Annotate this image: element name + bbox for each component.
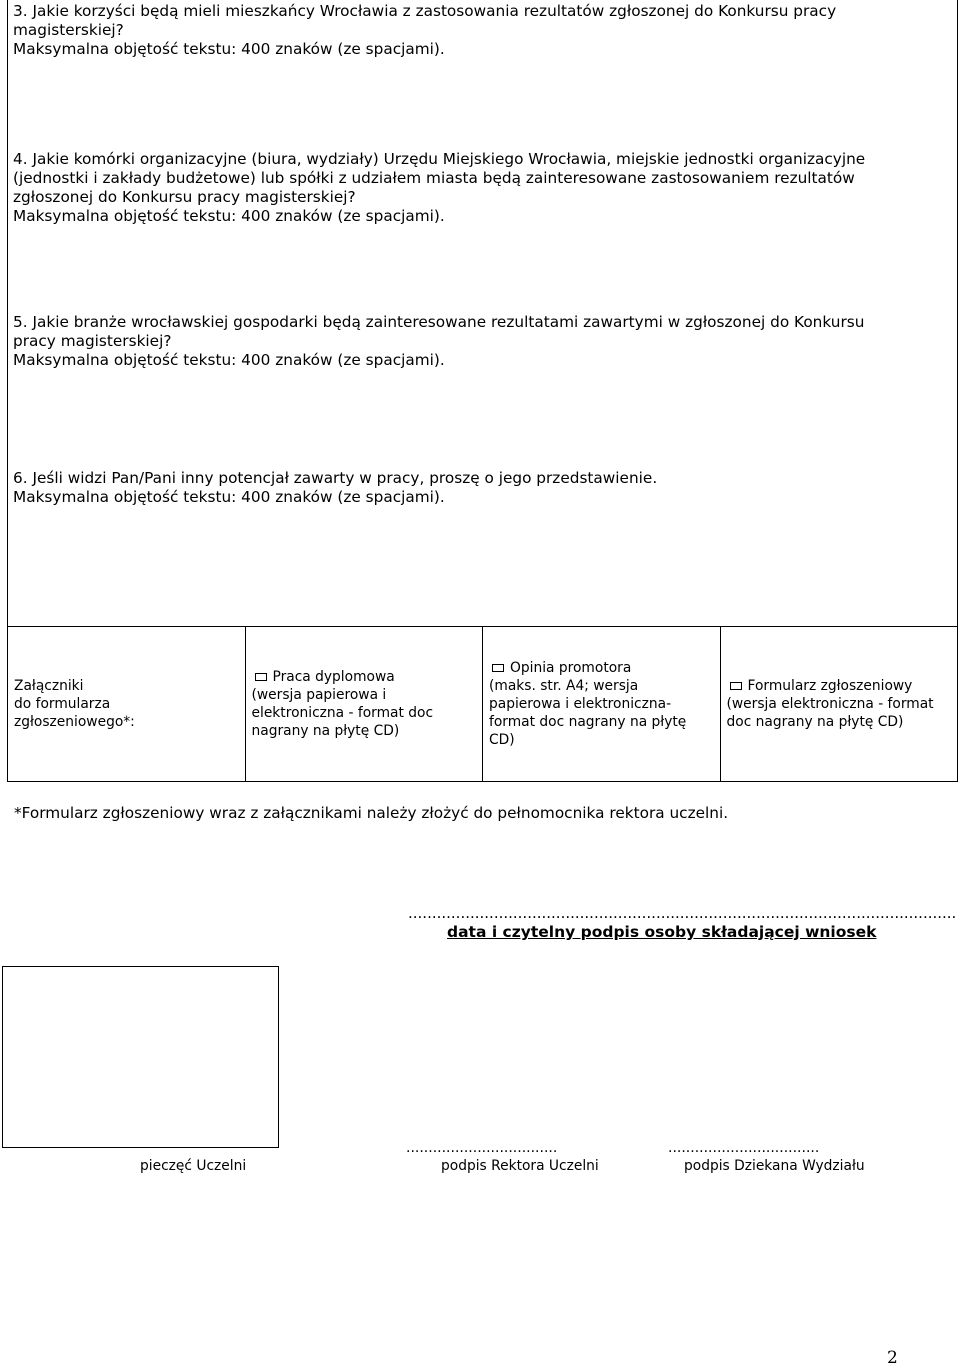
question-4-line: zgłoszonej do Konkursu pracy magisterskiej? bbox=[13, 188, 356, 206]
attachment-option-desc: doc nagrany na płytę CD) bbox=[726, 714, 904, 730]
attachment-option-desc: CD) bbox=[489, 732, 515, 748]
question-4-limit: Maksymalna objętość tekstu: 400 znaków (ze spacjami). bbox=[13, 207, 445, 225]
rector-signature-label: podpis Rektora Uczelni bbox=[441, 1158, 599, 1174]
signature-dotted-line: ................................................................................................................... bbox=[408, 904, 957, 922]
submission-note: *Formularz zgłoszeniowy wraz z załącznikami należy złożyć do pełnomocnika rektora uczelni. bbox=[14, 804, 729, 822]
question-5-line: pracy magisterskiej? bbox=[13, 332, 172, 350]
attachment-option-title: Opinia promotora bbox=[510, 660, 632, 676]
question-5[interactable] bbox=[8, 311, 957, 467]
rector-signature-dots: .................................. bbox=[406, 1140, 558, 1156]
questions-table bbox=[7, 0, 958, 627]
attachment-option-opinion[interactable] bbox=[483, 627, 721, 781]
question-3[interactable] bbox=[8, 0, 957, 148]
question-5-line: 5. Jakie branże wrocławskiej gospodarki będą zainteresowane rezultatami zawartymi w zgłoszonej do Konkursu bbox=[13, 313, 865, 331]
question-6[interactable] bbox=[8, 467, 957, 626]
attachment-option-desc: (wersja papierowa i bbox=[251, 687, 387, 703]
attachment-option-title: Praca dyplomowa bbox=[272, 669, 395, 685]
signature-caption: data i czytelny podpis osoby składającej wniosek bbox=[447, 923, 877, 941]
dean-signature-dots: .................................. bbox=[668, 1140, 820, 1156]
attachments-label-line: Załączniki bbox=[14, 678, 84, 694]
attachment-option-desc: (maks. str. A4; wersja bbox=[489, 678, 639, 694]
question-4-line: (jednostki i zakłady budżetowe) lub spółki z udziałem miasta będą zainteresowane zastosowaniem rezultatów bbox=[13, 169, 855, 187]
attachment-option-thesis[interactable] bbox=[246, 627, 484, 781]
attachments-label bbox=[8, 627, 246, 781]
question-4[interactable] bbox=[8, 148, 957, 311]
attachment-option-desc: elektroniczna - format doc bbox=[251, 705, 434, 721]
attachments-label-line: zgłoszeniowego*: bbox=[14, 714, 135, 730]
dean-signature-label: podpis Dziekana Wydziału bbox=[684, 1158, 865, 1174]
attachments-table bbox=[7, 626, 958, 782]
attachment-option-form[interactable] bbox=[721, 627, 958, 781]
attachment-option-desc: nagrany na płytę CD) bbox=[251, 723, 400, 739]
checkbox-icon[interactable] bbox=[255, 673, 267, 681]
question-4-line: 4. Jakie komórki organizacyjne (biura, wydziały) Urzędu Miejskiego Wrocławia, miejskie jednostki organizacyjne bbox=[13, 150, 866, 168]
stamp-label: pieczęć Uczelni bbox=[140, 1158, 247, 1174]
question-3-limit: Maksymalna objętość tekstu: 400 znaków (ze spacjami). bbox=[13, 40, 445, 58]
attachments-label-line: do formularza bbox=[14, 696, 111, 712]
question-6-line: 6. Jeśli widzi Pan/Pani inny potencjał zawarty w pracy, proszę o jego przedstawienie. bbox=[13, 469, 658, 487]
checkbox-icon[interactable] bbox=[730, 682, 742, 690]
question-3-line: 3. Jakie korzyści będą mieli mieszkańcy Wrocławia z zastosowania rezultatów zgłoszonej do Konkursu pracy bbox=[13, 2, 837, 20]
attachment-option-desc: (wersja elektroniczna - format bbox=[726, 696, 934, 712]
checkbox-icon[interactable] bbox=[492, 664, 504, 672]
attachment-option-desc: papierowa i elektroniczna- bbox=[489, 696, 672, 712]
page-number: 2 bbox=[887, 1348, 898, 1368]
attachment-option-desc: format doc nagrany na płytę bbox=[489, 714, 687, 730]
question-6-limit: Maksymalna objętość tekstu: 400 znaków (ze spacjami). bbox=[13, 488, 445, 506]
university-stamp-box[interactable] bbox=[2, 966, 279, 1148]
question-3-line: magisterskiej? bbox=[13, 21, 124, 39]
question-5-limit: Maksymalna objętość tekstu: 400 znaków (ze spacjami). bbox=[13, 351, 445, 369]
attachment-option-title: Formularz zgłoszeniowy bbox=[747, 678, 913, 694]
